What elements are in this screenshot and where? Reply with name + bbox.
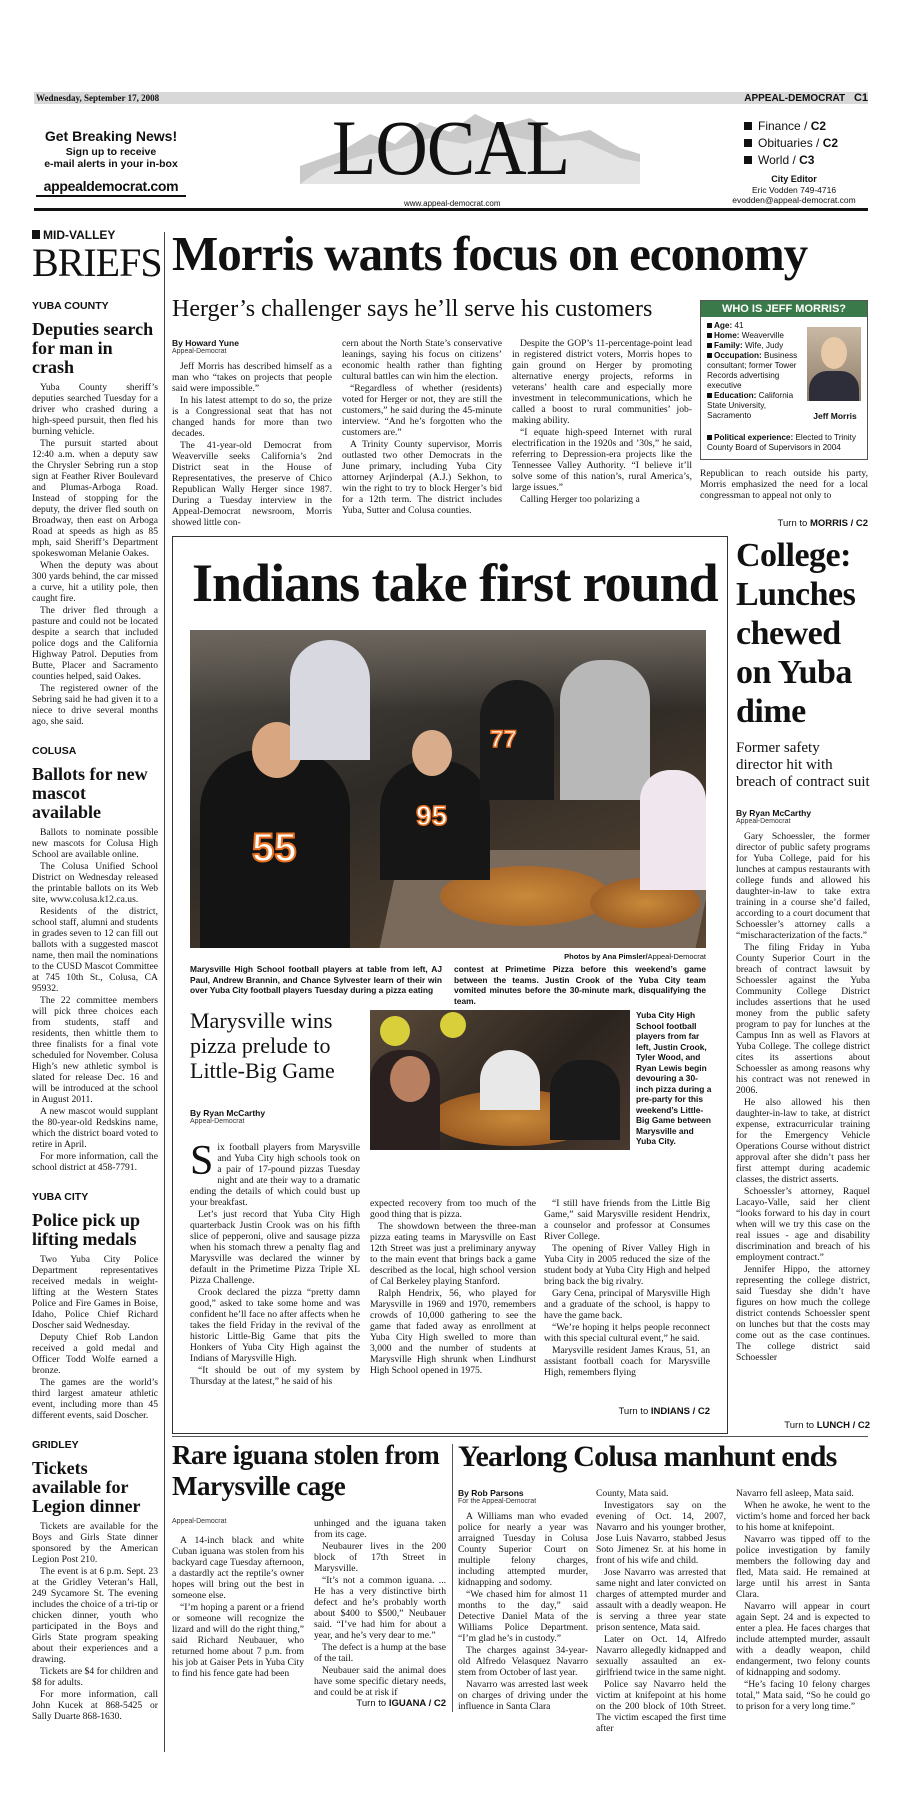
jersey-number: 77 [490, 726, 517, 753]
morris-byline: By Howard Yune [172, 338, 239, 348]
manhunt-byline: By Rob Parsons [458, 1488, 524, 1498]
editor-title: City Editor [771, 174, 817, 184]
main-photo-caption-right: contest at Primetime Pizza before this weekend’s game between the teams. Justin Crook of the Yuba City team vomited minutes before the 30-minute mark, disqualifying the team. [454, 964, 706, 1006]
briefs-column [32, 228, 162, 1723]
brief-title: Tickets available for Legion dinner [32, 1458, 141, 1516]
indians-main-photo [190, 630, 706, 948]
issue-date: Wednesday, September 17, 2008 [36, 93, 160, 103]
player [480, 1050, 540, 1110]
college-affiliation: Appeal-Democrat [736, 818, 791, 825]
brief-legion: GRIDLEY Tickets available for Legion dinner Tickets are available for the Boys and Girls State dinner sponsored by the American Legion Post 210. The event is at 6 p.m. Sept. 23 at the Gridley Veteran’s Hall, 249 Sycamore St. The evening includes the choice of a tri-tip or chicken dinner, youth who participated in the Boys and Girls State program speaking about their experiences and a drawing. Tickets are $4 for children and $8 for adults. For more information, call John Kucek at 868-5425 or Sally Duarte 868-1630. [32, 1439, 158, 1722]
brief-title: Deputies search for man in crash [32, 319, 154, 377]
indians-second-photo [370, 1010, 630, 1150]
info-box-facts [707, 321, 803, 421]
breaking-news-promo[interactable] [36, 128, 186, 197]
brief-medals: YUBA CITY Police pick up lifting medals Two Yuba City Police Department representatives received medals in weight-lifting at the Western States Police and Fire Games in Boise, Idaho, Police Chief Richard Doscher said Wednesday. Deputy Chief Rob Landon received a gold medal and Officer Todd Wolfe earned a bronze. The games are the world’s third largest amateur athletic event, including more than 45 different events, said Doscher. [32, 1191, 158, 1421]
photo-credit: Photos by Ana Pimsler/Appeal-Democrat [564, 952, 706, 961]
paper-name: APPEAL-DEMOCRAT [744, 93, 846, 104]
site-logo-text: appealdemocrat.com [43, 178, 179, 194]
info-box-title: WHO IS JEFF MORRIS? [701, 301, 867, 317]
jersey-number: 55 [252, 826, 297, 870]
section-index [744, 118, 838, 169]
logo-underline [36, 195, 186, 197]
fact-education: Education: California State University, Sacramento [707, 391, 794, 420]
manhunt-col1: By Rob Parsons For the Appeal-Democrat A Williams man who evaded police for nearly a year was arraigned Tuesday in Colusa County Superior Court on multiple felony charges, including attempted murder, kidnapping and sodomy. “We chased him for almost 11 months to the day,” said Detective Daniel Mata of the Williams Police Department. “I’m glad he’s in custody.” The charges against 34-year-old Alfredo Velasquez Navarro stem from October of last year. Navarro was arrested last week on charges of driving under the influence in Santa Clara [458, 1488, 588, 1712]
brief-mascot: COLUSA Ballots for new mascot available Ballots to nominate possible new mascots for Colusa High School are available online. The Colusa Unified School District on Wednesday released the printable ballots on its Web site, www.colusa.k12.ca.us. Residents of the district, school staff, alumni and students in grades seven to 12 can fill out ballots with a suggested mascot name, then mail the nominations to the CUSD Mascot Committee at 745 10th St., Colusa, CA 95932. The 22 committee members will pick three choices each from students, staff and residents, then whittle them to three finalists for a final vote scheduled for November. Colusa High’s new athletic symbol is slated for release Dec. 16 and will be introduced at the school in August 2011. A new mascot would supplant the 80-year-old Redskins name, which the district board voted to retire in April. For more information, call the school district at 458-7791. [32, 745, 158, 1173]
brief-place: YUBA CITY [32, 1191, 89, 1203]
fact-family: Family: Wife, Judy [707, 341, 803, 351]
bottom-section-rule [172, 1436, 868, 1437]
player [290, 640, 370, 760]
brief-title: Police pick up lifting medals [32, 1210, 141, 1249]
briefs-title: BRIEFS [32, 240, 162, 285]
pizza-byline-block [190, 1108, 360, 1131]
iguana-affiliation: Appeal-Democrat [172, 1518, 227, 1525]
editor-email[interactable]: evodden@appeal-democrat.com [732, 195, 856, 205]
morris-col3: Despite the GOP’s 11-percentage-point lead in registered district voters, Morris hopes to gain ground on Herger by promoting alternative energy projects, reforms in veterans’ health care and especially more investment in telecommunications, which he called a boost to rural communities’ job-making ability. “I equate high-speed Internet with rural electrification in the 1920s and ’30s,” he said, referring to Depression-era projects like the Tennessee Valley Authority. “I believe it’ll solve some of this nation’s, rural America’s, large issues.” Calling Herger too polarizing a [512, 338, 692, 505]
morris-headline[interactable]: Morris wants focus on economy [172, 226, 808, 281]
iguana-col1: Appeal-Democrat A 14-inch black and white Cuban iguana was stolen from his backyard cage Tuesday afternoon, a dastardly act the reptile’s owner hopes will bring out the best in someone else. “I’m hoping a parent or a friend or someone will recognize the lizard and will do the right thing,” said Richard Neubauer, who returned home about 7 p.m. from his job at Gaiser Pets in Yuba City to find his fence gate had been [172, 1518, 304, 1679]
brief-place: COLUSA [32, 745, 77, 757]
player-face [412, 730, 452, 776]
brief-deputies: YUBA COUNTY Deputies search for man in crash Yuba County sheriff’s deputies searched Tuesday for a driver who crashed during a high-speed pursuit, then fled his burning vehicle. The pursuit started about 12:40 a.m. when a deputy saw the Chrysler Sebring run a stop sign at Feather River Boulevard and Plumas-Arboga Road. Instead of stopping for the deputy, the driver fled south on Broadway, then east on Arboga Road at speeds as high as 85 mph, said Sheriff’s Department spokeswoman Melanie Oakes. When the deputy was about 300 yards behind, the car missed a curve, hit a utility pole, then caught fire. The driver fled through a pasture and could not be located despite a search that included police dogs and the California Highway Patrol. Deputies from Butte, Placer and Sacramento counties helped, said Oakes. The registered owner of the Sebring said he had given it to a niece to drive several months ago, she said. [32, 300, 158, 727]
brief-title: Ballots for new mascot available [32, 764, 148, 822]
index-item-world[interactable]: World / C3 [744, 152, 838, 169]
morris-col2: cern about the North State’s conservative leanings, saying his focus on citizens’ economic health rather than fighting cultural battles can win him the election. “Regardless of whether (residents) voted for Herger or not, they are still the customers,” he said during the 45-minute interview. “And he’s forgotten who the customers are.” A Trinity County supervisor, Morris outlasted two other Democrats in the June primary, including Yuba City attorney Arjinderpal (A.J.) Sekhon, to win the right to try to block Herger’s bid for a 12th term. The district includes Yuba, Sutter and Colusa counties. [342, 338, 502, 516]
manhunt-col3: Navarro fell asleep, Mata said. When he awoke, he went to the victim’s home and forced her back to his home at knifepoint. Navarro was tipped off to the police investigation by family members the following day and fled, Mata said. He remained at large until his arrest in Santa Clara. Navarro will appear in court again Sept. 24 and is expected to enter a plea. He faces charges that include attempted murder, assault with a deadly weapon, child endangerment, two felony counts of kidnapping and sodomy. “He’s facing 10 felony charges total,” Mata said, “So he could go to prison for a very long time.” [736, 1488, 870, 1712]
morris-jump[interactable]: Turn to MORRIS / C2 [777, 518, 868, 529]
morris-info-box [700, 300, 868, 460]
portrait-caption: Jeff Morris [813, 411, 857, 421]
header-rule [34, 208, 868, 211]
iguana-headline[interactable]: Rare iguana stolen from Marysville cage [172, 1440, 440, 1501]
brief-place: YUBA COUNTY [32, 300, 109, 312]
briefs-kicker: MID-VALLEY [32, 228, 158, 242]
pizza-subheadline[interactable]: Marysville wins pizza prelude to Little-Big Game [190, 1008, 335, 1083]
site-logo[interactable] [36, 178, 186, 194]
player-face [390, 1056, 430, 1102]
manhunt-affiliation: For the Appeal-Democrat [458, 1498, 537, 1505]
paper-page [744, 92, 868, 104]
pizza-byline: By Ryan McCarthy [190, 1108, 266, 1118]
fact-political: Political experience: Elected to Trinity County Board of Supervisors in 2004 [707, 433, 856, 452]
pizza-affiliation: Appeal-Democrat [190, 1118, 245, 1125]
breaking-title: Get Breaking News! [44, 128, 178, 144]
iguana-jump[interactable]: Turn to IGUANA / C2 [356, 1698, 446, 1709]
second-photo-caption: Yuba City High School football players from far left, Justin Crook, Tyler Wood, and Ryan Lewis begin devouring a 30-inch pizza during a pre-party for this weekend’s Little-Big Game between Marysville and Yuba City. [636, 1010, 712, 1146]
manhunt-headline[interactable]: Yearlong Colusa manhunt ends [458, 1440, 837, 1473]
morris-affiliation: Appeal-Democrat [172, 348, 227, 355]
college-headline[interactable]: College: Lunches chewed on Yuba dime [736, 537, 856, 730]
college-jump[interactable]: Turn to LUNCH / C2 [784, 1420, 870, 1431]
main-photo-caption-left: Marysville High School football players at table from left, AJ Paul, Andrew Brannin, and Chance Sylvester learn of their win over Yuba City football players Tuesday during a pizza eating [190, 964, 442, 995]
page-number: C1 [853, 92, 868, 104]
indians-headline[interactable]: Indians take first round [192, 553, 718, 613]
morris-portrait [807, 327, 861, 401]
brief-place: GRIDLEY [32, 1439, 79, 1451]
iguana-divider [452, 1444, 453, 1712]
pizza-col2: expected recovery from too much of the good thing that is pizza. The showdown between the three-man pizza eating teams in Marysville on East 12th Street was just a preliminary anyway to the main event that brings back a game described as the local, high school version of Cal Berkeley playing Stanford. Ralph Hendrix, 56, who played for Marysville in 1969 and 1970, remembers crowds of 10,000 gathering to see the game that faded away as enrollment at Yuba City High swelled to more than 3,000 and the number of students at Marysville High shrunk when Lindhurst High School opened in 1975. [370, 1198, 536, 1376]
editor-name: Eric Vodden 749-4716 [751, 184, 837, 195]
fact-occupation: Occupation: Business consultant; former Tower Records advertising executive [707, 351, 798, 390]
indians-jump[interactable]: Turn to INDIANS / C2 [618, 1406, 710, 1417]
manhunt-col2: County, Mata said. Investigators say on the evening of Oct. 14, 2007, Navarro and his younger brother, Jose Luis Navarro, stabbed Jesus Soto Jimenez Sr. at his home in front of his wife and child. Jose Navarro was arrested that same night and later convicted on charges of attempted murder and assault with a deadly weapon. He is serving a three year state prison sentence, Mata said. Later on Oct. 14, Alfredo Navarro allegedly kidnapped and sexually assaulted an ex-girlfriend twice in the same night. Police say Navarro held the victim at knifepoint at his home on the 200 block of 10th Street. The victim escaped the first time after [596, 1488, 727, 1734]
city-editor [720, 174, 868, 206]
jersey-number: 95 [416, 800, 448, 831]
morris-col4: Republican to reach outside his party, Morris emphasized the need for a local congressman to appeal not only to [700, 468, 868, 501]
section-title: LOCAL [332, 104, 570, 191]
index-item-obituaries[interactable]: Obituaries / C2 [744, 135, 838, 152]
breaking-line2: e-mail alerts in your in-box [44, 158, 178, 170]
pizza-col1: Six football players from Marysville and Yuba City high schools took on a pair of 17-pound pizzas Tuesday night and ate their way to a dramatic ending the details of which could bust up your breakfast. Let’s just record that Yuba City High quarterback Justin Crook was on his fifth slice of pepperoni, olive and sausage pizza when his stomach threw a penalty flag and Marysville was declared the winner by default in the Primetime Pizza Triple XL Pizza Challenge. Crook declared the pizza “pretty damn good,” asked to take some home and was confident he’ll face no after affects when he takes the field Friday in the revival of the historic Little-Big Game that pits the Honkers of Yuba City High against the Indians of Marysville High. “It should be out of my system by Thursday at the latest,” he said of his [190, 1138, 360, 1387]
player [640, 770, 706, 890]
college-body: By Ryan McCarthy Appeal-Democrat Gary Schoessler, the former director of public safety programs for Yuba College, paid for his lunches at campus restaurants with college funds and allowed his daughter-in-law to take extra training in a course she’d failed, according to a court document that Schoessler’s attorney calls a “mischaracterization of the facts.” The filing Friday in Yuba County Superior Court in the breach of contract lawsuit by Schoessler against the Yuba Community College District includes assertions that he used money from the public safety program to pay for lunches at the Campus Inn as well as Flavors at Yuba College. The college district cites its assertions about Schoessler as among reasons why his contract was not renewed in 2006. He also allowed his then daughter-in-law to take, at district expense, extracurricular training for the Emergency Vehicle Operations Course without district approval after she didn’t pass her first attempt during academic classes, the district asserts. Schoessler’s attorney, Raquel Lacayo-Valle, said her client “looks forward to his day in court when will we try this case on the real issues - age and disability discrimination and breach of his employment contract.” Jennifer Hippo, the attorney representing the college district, said Tuesday she didn’t have figures on how much the college district contends Schoessler spent on lunches but that the costs may come out as the case continues. The college district said Schoessler [736, 808, 870, 1363]
fact-age: Age: 41 [707, 321, 803, 331]
college-subhead: Former safety director hit with breach of contract suit [736, 740, 870, 790]
drop-cap: S [190, 1138, 214, 1184]
morris-subhead: Herger’s challenger says he’ll serve his customers [172, 296, 653, 322]
breaking-line1: Sign up to receive [65, 146, 157, 158]
player [560, 660, 650, 800]
briefs-divider [164, 232, 165, 1752]
morris-col1: By Howard Yune Appeal-Democrat Jeff Morris has described himself as a man who “takes on projects that people said were impossible.” In his latest attempt to do so, the prize is a Congressional seat that has not changed hands for more than two decades. The 41-year-old Democrat from Weaverville seeks California’s 2nd District seat in the House of Representatives, the preserve of Chico Republican Wally Herger since 1987. During a Tuesday interview in the Appeal-Democrat newsroom, Morris showed little con- [172, 338, 332, 528]
iguana-col2: unhinged and the iguana taken from its cage. Neubaurer lives in the 200 block of 17th Street in Marysville. “It’s not a common iguana. ... He has a very distinctive birth defect and he’s probably worth about $400 to $500,” Neubauer said. “I’ve had him for about a year, and he’s very dear to me.” The defect is a hump at the base of the tail. Neubauer said the animal does have some specific dietary needs, and could be at risk if [314, 1518, 446, 1698]
player [550, 1060, 620, 1140]
pizza-col3: “I still have friends from the Little Big Game,” said Marysville resident Hendrix, a counselor and professor at Consumes River College. The opening of River Valley High in Yuba City in 2005 reduced the size of the student body at Yuba City High and helped bring back the big rivalry. Gary Cena, principal of Marysville High and a graduate of the school, is happy to have the game back. “We’re hoping it helps people reconnect with this special cultural event,” he said. Marysville resident James Kraus, 51, an assistant football coach for Marysville High, remembers flying [544, 1198, 710, 1378]
index-item-finance[interactable]: Finance / C2 [744, 118, 838, 135]
college-byline: By Ryan McCarthy [736, 808, 812, 818]
fact-home: Home: Weaverville [707, 331, 803, 341]
section-url[interactable]: www.appeal-democrat.com [404, 199, 501, 208]
